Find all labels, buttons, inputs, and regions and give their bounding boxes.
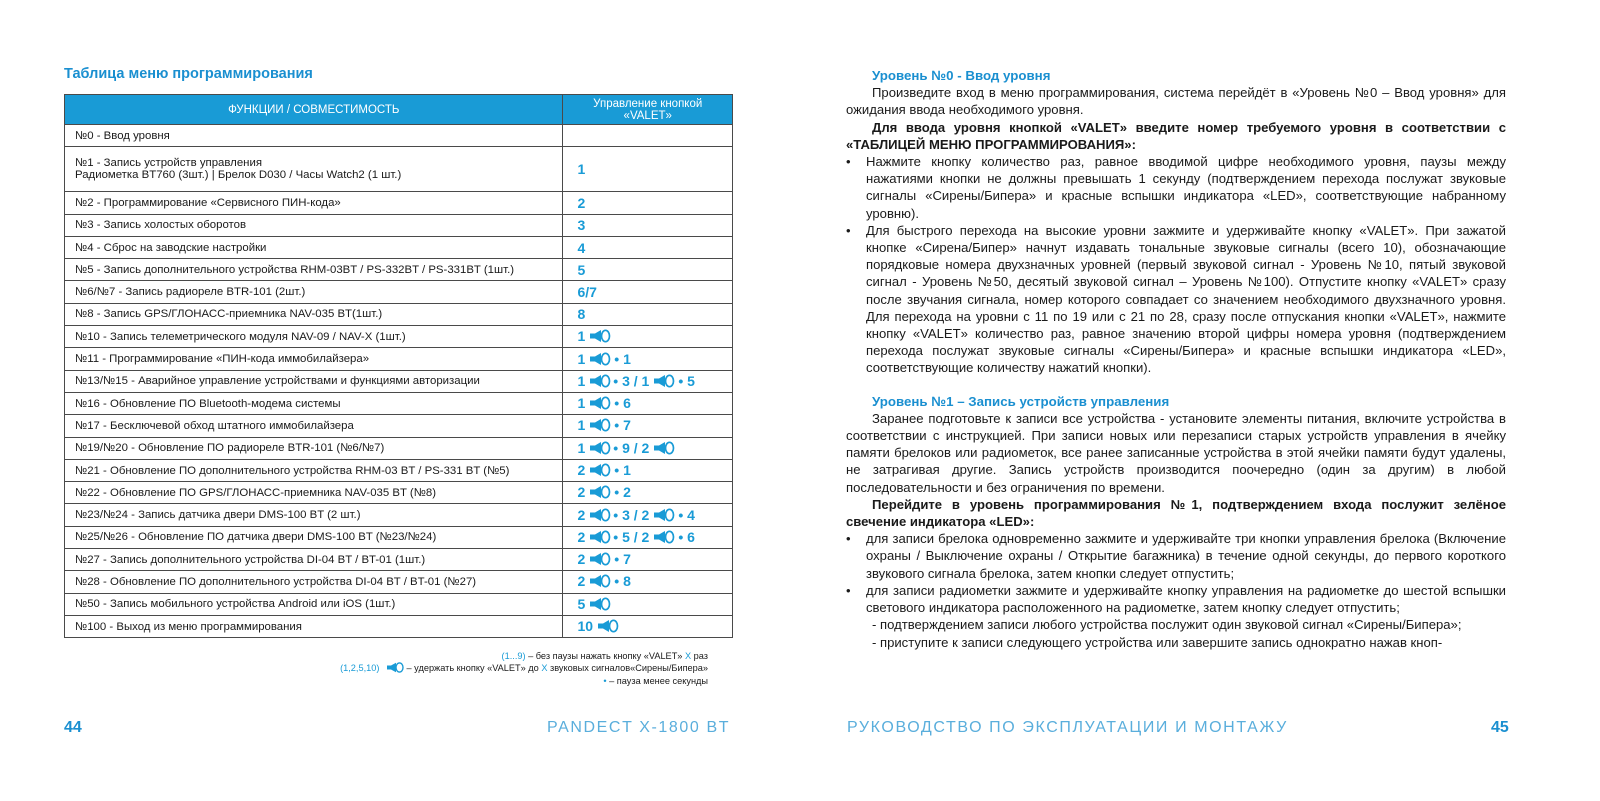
guide-footer: РУКОВОДСТВО ПО ЭКСПЛУАТАЦИИ И МОНТАЖУ: [847, 719, 1288, 736]
function-cell: №27 - Запись дополнительного устройства DI-04 BT / BT-01 (1шт.): [65, 549, 563, 571]
function-cell: №6/№7 - Запись радиореле BTR-101 (2шт.): [65, 281, 563, 303]
table-row: [65, 192, 733, 214]
function-cell: №17 - Бесключевой обход штатного иммобилайзера: [65, 415, 563, 437]
valet-button-icon: [589, 574, 611, 589]
table-row: [65, 549, 733, 571]
valet-sequence-cell: 2 • 8: [563, 571, 733, 593]
table-row: [65, 326, 733, 348]
valet-button-icon: [589, 352, 611, 367]
function-cell: №19/№20 - Обновление ПО радиореле BTR-101 (№6/№7): [65, 437, 563, 459]
valet-button-icon: [589, 597, 611, 612]
valet-sequence-cell: 1 • 1: [563, 348, 733, 370]
valet-sequence-cell: 10: [563, 615, 733, 637]
valet-button-icon: [653, 441, 675, 456]
function-cell: №50 - Запись мобильного устройства Android или iOS (1шт.): [65, 593, 563, 615]
page-number-left: 44: [64, 719, 82, 736]
table-row: [65, 459, 733, 481]
table-row: [65, 437, 733, 459]
valet-button-icon: [653, 374, 675, 389]
function-cell: №100 - Выход из меню программирования: [65, 615, 563, 637]
valet-button-icon: [597, 619, 619, 634]
valet-button-icon: [589, 552, 611, 567]
header-functions: ФУНКЦИИ / СОВМЕСТИМОСТЬ: [65, 95, 563, 125]
table-row: [65, 526, 733, 548]
valet-sequence-cell: 2 • 5 / 2 • 6: [563, 526, 733, 548]
table-row: [65, 504, 733, 526]
valet-sequence-cell: 6/7: [563, 281, 733, 303]
heading-level-0: Уровень №0 - Ввод уровня: [872, 68, 1051, 83]
valet-sequence-cell: 2 • 2: [563, 482, 733, 504]
valet-button-icon: [589, 396, 611, 411]
table-row: [65, 392, 733, 414]
legend-line-3: • – пауза менее секунды: [603, 676, 708, 686]
dash-item-1: - подтверждением записи любого устройства послужит один звуковой сигнал «Сирены/Бипера»;: [872, 617, 1462, 633]
valet-sequence-cell: 1 • 3 / 1 • 5: [563, 370, 733, 392]
function-cell: №22 - Обновление ПО GPS/ГЛОНАСС-приемника NAV-035 BT (№8): [65, 482, 563, 504]
valet-sequence-cell: 2: [563, 192, 733, 214]
function-cell: №23/№24 - Запись датчика двери DMS-100 BT (2 шт.): [65, 504, 563, 526]
valet-sequence-cell: 1: [563, 147, 733, 192]
valet-button-icon: [386, 662, 404, 676]
bullet-item: • для записи радиометки зажмите и удерживайте кнопку управления на радиометке до шестой вспышки светового индикатора расположенного на радиометке, затем кнопку следует отпустить;: [846, 582, 1506, 616]
valet-sequence-cell: 5: [563, 593, 733, 615]
table-title: Таблица меню программирования: [64, 66, 313, 82]
valet-button-icon: [589, 463, 611, 478]
function-cell: №5 - Запись дополнительного устройства RHM-03BT / PS-332BT / PS-331BT (1шт.): [65, 259, 563, 281]
header-valet: Управление кнопкой «VALET»: [563, 95, 733, 125]
valet-sequence-cell: 3: [563, 214, 733, 236]
table-row: [65, 236, 733, 258]
valet-sequence-cell: 1 • 9 / 2: [563, 437, 733, 459]
table-row: [65, 370, 733, 392]
function-cell: №8 - Запись GPS/ГЛОНАСС-приемника NAV-035 BT(1шт.): [65, 303, 563, 325]
valet-button-icon: [653, 508, 675, 523]
function-cell: №0 - Ввод уровня: [65, 125, 563, 147]
function-cell: №13/№15 - Аварийное управление устройствами и функциями авторизации: [65, 370, 563, 392]
valet-sequence-cell: 1 • 6: [563, 392, 733, 414]
paragraph-level-1: Заранее подготовьте к записи все устройства - установите элементы питания, включите устройства в соответствии с инструкцией. При записи новых или перезаписи старых устройств управления в ячейку памяти брелоков или радиометок, все ранее записанные устройства в этой ячейки памяти будут удалены, не затрагивая другие. Запись устройств производится поочередно (один за другим) в любой последовательности и без ограничения по времени.: [846, 410, 1506, 495]
valet-sequence-cell: [563, 125, 733, 147]
dash-item-2: - приступите к записи следующего устройства или завершите запись однократно нажав кноп-: [872, 634, 1443, 650]
bullet-item: • Нажмите кнопку количество раз, равное вводимой цифре необходимого уровня, паузы между нажатиями кнопки не должны превышать 1 секунду (подтверждением перехода послужат звуковые сигналы «Сирены/Бипера» и красные вспышки индикатора «LED», соответствующие набранному уровню).: [846, 154, 1506, 221]
legend-line-2: (1,2,5,10) – удержать кнопку «VALET» до X звуковых сигналов«Сирены/Бипера»: [340, 662, 708, 676]
programming-menu-table: [64, 94, 733, 638]
table-row: [65, 147, 733, 192]
valet-button-icon: [589, 485, 611, 500]
valet-sequence-cell: 4: [563, 236, 733, 258]
bullet-item: • для записи брелока одновременно зажмите и удерживайте три кнопки управления брелока (Включение охраны / Выключение охраны / Открытие багажника) в течение одной секунды, до первого короткого звукового сигнала брелока, затем кнопки следует отпустить;: [846, 531, 1506, 581]
valet-sequence-cell: 8: [563, 303, 733, 325]
function-cell: №16 - Обновление ПО Bluetooth-модема системы: [65, 392, 563, 414]
bold-instruction-level-1: Перейдите в уровень программирования №1, подтверждением входа послужит зелёное свечение индикатора «LED»:: [846, 496, 1506, 530]
valet-button-icon: [589, 418, 611, 433]
function-cell: №25/№26 - Обновление ПО датчика двери DMS-100 BT (№23/№24): [65, 526, 563, 548]
function-cell: №11 - Программирование «ПИН-кода иммобилайзера»: [65, 348, 563, 370]
function-cell: №1 - Запись устройств управления Радиометка BT760 (3шт.) | Брелок D030 / Часы Watch2 (1 шт.): [65, 147, 563, 192]
function-cell: №3 - Запись холостых оборотов: [65, 214, 563, 236]
valet-button-icon: [589, 530, 611, 545]
page-number-right: 45: [1491, 719, 1509, 736]
table-row: [65, 214, 733, 236]
valet-sequence-cell: 2 • 1: [563, 459, 733, 481]
table-row: [65, 303, 733, 325]
table-row: [65, 415, 733, 437]
function-cell: №10 - Запись телеметрического модуля NAV-09 / NAV-X (1шт.): [65, 326, 563, 348]
table-row: [65, 259, 733, 281]
valet-sequence-cell: 1 • 7: [563, 415, 733, 437]
valet-button-icon: [653, 530, 675, 545]
valet-button-icon: [589, 508, 611, 523]
valet-sequence-cell: 1: [563, 326, 733, 348]
table-row: [65, 125, 733, 147]
table-row: [65, 281, 733, 303]
table-row: [65, 348, 733, 370]
valet-sequence-cell: 2 • 7: [563, 549, 733, 571]
valet-button-icon: [589, 441, 611, 456]
table-row: [65, 593, 733, 615]
table-row: [65, 615, 733, 637]
heading-level-1: Уровень №1 – Запись устройств управления: [872, 393, 1170, 409]
function-cell: №2 - Программирование «Сервисного ПИН-кода»: [65, 192, 563, 214]
function-cell: №4 - Сброс на заводские настройки: [65, 236, 563, 258]
paragraph-level-0: Произведите вход в меню программирования, система перейдёт в «Уровень №0 – Ввод уровня» для ожидания ввода необходимого уровня.: [846, 85, 1506, 118]
right-page: [800, 0, 1600, 801]
valet-sequence-cell: 2 • 3 / 2 • 4: [563, 504, 733, 526]
table-legend: [340, 651, 708, 687]
table-row: [65, 571, 733, 593]
function-cell: №28 - Обновление ПО дополнительного устройства DI-04 BT / BT-01 (№27): [65, 571, 563, 593]
legend-line-1: (1...9) – без паузы нажать кнопку «VALET» X раз: [501, 651, 708, 661]
valet-button-icon: [589, 374, 611, 389]
bullet-item: • Для быстрого перехода на высокие уровни зажмите и удерживайте кнопку «VALET». При зажатой кнопке «Сирена/Бипер» начнут издавать тональные звуковые сигналы (всего 10), обозначающие порядковые номера двухзначных уровней (первый звуковой сигнал - Уровень №10, пятый звуковой сигнал - Уровень №50, десятый звуковой сигнал – Уровень №100). Отпустите кнопку «VALET» сразу после звучания сигнала, номер которого совпадает со значением необходимого двухзначного уровня. Для перехода на уровни с 11 по 19 или с 21 по 28, сразу после отпускания кнопки «VALET», нажмите кнопку «VALET» количество раз, равное значению второй цифры номера уровня (подтверждением перехода послужат звуковые сигналы «Сирены/Бипера» и красные вспышки индикатора «LED», соответствующие количеству нажатий кнопки).: [846, 222, 1506, 376]
valet-sequence-cell: 5: [563, 259, 733, 281]
instructions-column: [846, 67, 1506, 651]
table-row: [65, 482, 733, 504]
function-cell: №21 - Обновление ПО дополнительного устройства RHM-03 BT / PS-331 BT (№5): [65, 459, 563, 481]
brand-footer: PANDECT X-1800 BT: [547, 719, 731, 736]
valet-button-icon: [589, 329, 611, 344]
bold-instruction-level-0: Для ввода уровня кнопкой «VALET» введите номер требуемого уровня в соответствии с «ТАБЛИЦЕЙ МЕНЮ ПРОГРАММИРОВАНИЯ»:: [846, 119, 1506, 152]
